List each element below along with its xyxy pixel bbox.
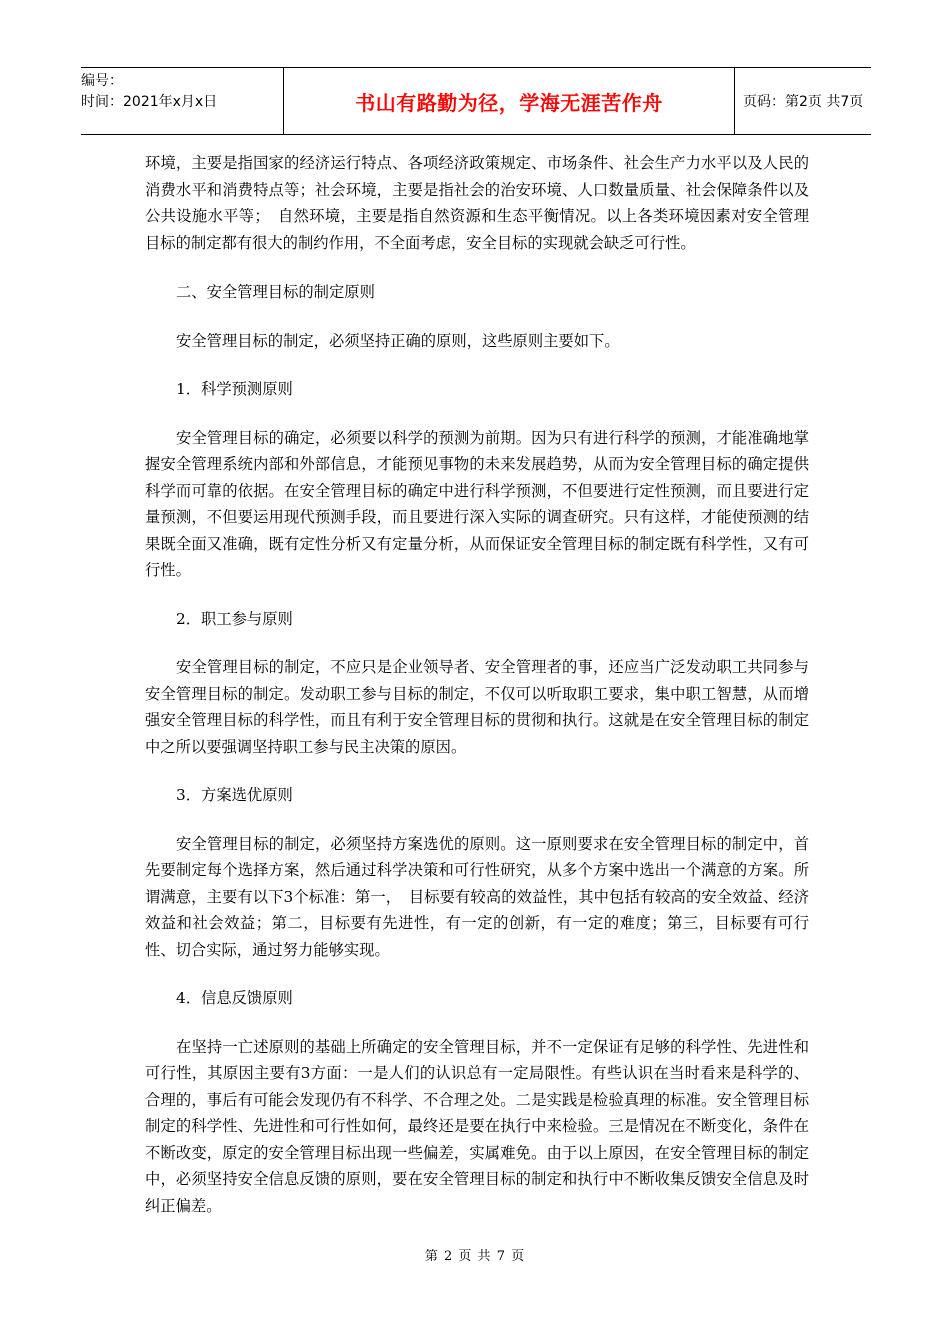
paragraph-plan-selection: 安全管理目标的制定，必须坚持方案选优的原则。这一原则要求在安全管理目标的制定中，首先要制定每个选择方案，然后通过科学决策和可行性研究，从多个方案中选出一个满意的方案。所谓满意，主要有以下3个标准：第一， 目标要有较高的效益性，其中包括有较高的安全效益、经济效益和社会效益；第二，目标要有先进性，有一定的创新，有一定的难度；第三，目标要有可行性、切合实际，通过努力能够实现。 xyxy=(145,834,809,959)
heading-scientific-forecast: 1．科学预测原则 xyxy=(176,380,293,398)
paragraph-principles-intro: 安全管理目标的制定，必须坚持正确的原则，这些原则主要如下。 xyxy=(176,331,620,350)
section-heading-principles: 二、安全管理目标的制定原则 xyxy=(176,283,375,301)
page-footer: 第 2 页 共 7 页 xyxy=(424,1249,526,1264)
number-label: 编号： xyxy=(81,73,123,89)
heading-employee-participation: 2．职工参与原则 xyxy=(176,609,293,628)
paragraph-employee-participation: 安全管理目标的制定，不应只是企业领导者、安全管理者的事，还应当广泛发动职工共同参与安全管理目标的制定。发动职工参与目标的制定，不仅可以听取职工要求，集中职工智慧，从而增强安全管理目标的科学性，而且有利于安全管理目标的贯彻和执行。这就是在安全管理目标的制定中之所以要强调坚持职工参与民主决策的原因。 xyxy=(145,658,809,756)
heading-information-feedback: 4．信息反馈原则 xyxy=(176,989,293,1007)
heading-plan-selection: 3．方案选优原则 xyxy=(176,786,293,804)
header-meta xyxy=(81,68,283,134)
paragraph-environment: 环境，主要是指国家的经济运行特点、各项经济政策规定、市场条件、社会生产力水平以及人民的消费水平和消费特点等；社会环境，主要是指社会的治安环境、人口数量质量、社会保障条件以及公共设施水平等； 自然环境，主要是指自然资源和生态平衡情况。以上各类环境因素对安全管理目标的制定都有很大的制约作用，不全面考虑，安全目标的实现就会缺乏可行性。 xyxy=(145,154,809,252)
header-motto-cell xyxy=(283,68,735,134)
paragraph-information-feedback: 在坚持一亡述原则的基础上所确定的安全管理目标，并不一定保证有足够的科学性、先进性和可行性，其原因主要有3方面：一是人们的认识总有一定局限性。有些认识在当时看来是科学的、合理的，事后有可能会发现仍有不科学、不合理之处。二是实践是检验真理的标准。安全管理目标制定的科学性、先进性和可行性如何，最终还是要在执行中来检验。三是情况在不断变化，条件在不断改变，原定的安全管理目标出现一些偏差，实属难免。由于以上原因，在安全管理目标的制定中，必须坚持安全信息反馈的原则，要在安全管理目标的制定和执行中不断收集反馈安全信息及时纠正偏差。 xyxy=(145,1037,809,1215)
header-page-info-cell xyxy=(735,68,871,134)
paragraph-scientific-forecast: 安全管理目标的确定，必须要以科学的预测为前期。因为只有进行科学的预测，才能准确地掌握安全管理系统内部和外部信息，才能预见事物的未来发展趋势，从而为安全管理目标的确定提供科学而可靠的依据。在安全管理目标的确定中进行科学预测，不但要进行定性预测，而且要进行定量预测，不但要运用现代预测手段，而且要进行深入实际的调查研究。只有这样，才能使预测的结果既全面又准确，既有定性分析又有定量分析，从而保证安全管理目标的制定既有科学性，又有可行性。 xyxy=(145,428,809,579)
motto-text: 书山有路勤为径，学海无涯苦作舟 xyxy=(355,90,663,115)
page-info: 页码：第2页 共7页 xyxy=(743,94,864,110)
page-header xyxy=(81,67,871,135)
document-body xyxy=(145,150,809,1241)
date-line: 时间：2021年x月x日 xyxy=(81,94,218,110)
